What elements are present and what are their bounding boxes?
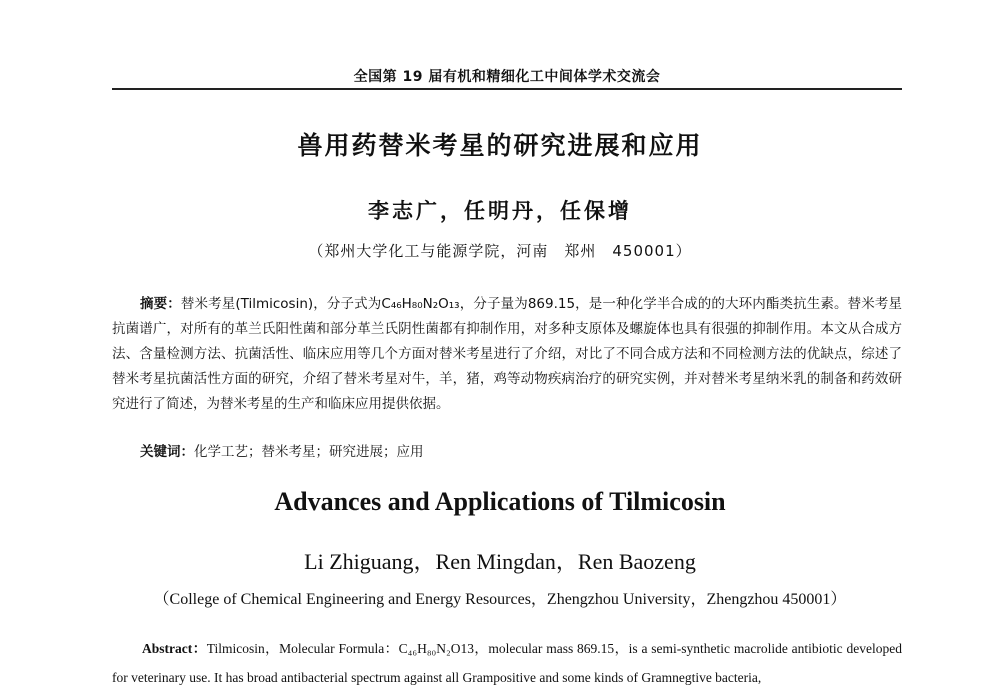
keywords-chinese-text: 化学工艺；替米考星；研究进展；应用 bbox=[194, 444, 424, 460]
title-english: Advances and Applications of Tilmicosin bbox=[274, 487, 726, 516]
header-divider bbox=[112, 88, 902, 90]
affiliation-chinese: （郑州大学化工与能源学院，河南 郑州 450001） bbox=[308, 242, 692, 260]
abstract-english bbox=[112, 634, 902, 692]
keywords-chinese-label: 关键词： bbox=[140, 444, 194, 460]
abstract-english-label: Abstract： bbox=[142, 641, 207, 656]
abstract-chinese bbox=[112, 292, 902, 417]
abstract-chinese-label: 摘要： bbox=[140, 296, 181, 312]
abstract-chinese-text: 替米考星(Tilmicosin)，分子式为C₄₆H₈₀N₂O₁₃，分子量为869.15，是一种化学半合成的的大环内酯类抗生素。替米考星抗菌谱广，对所有的革兰氏阳性菌和部分革兰氏阴性菌都有抑制作用，对多种支原体及螺旋体也具有很强的抑制作用。本文从合成方法、含量检测方法、抗菌活性、临床应用等几个方面对替米考星进行了介绍，对比了不同合成方法和不同检测方法的优缺点，综述了替米考星抗菌活性方面的研究，介绍了替米考星对牛，羊，猪，鸡等动物疾病治疗的研究实例，并对替米考星纳米乳的制备和药效研究进行了简述，为替米考星的生产和临床应用提供依据。 bbox=[112, 296, 902, 412]
abstract-english-text: Tilmicosin，Molecular Formula：C₄₆H₈₀N₂O13，molecular mass 869.15，is a semi-synthetic macrolide antibiotic developed for veterinary use. It has broad antibacterial spectrum against all Grampositive and some kinds of Gramnegtive bacteria, bbox=[112, 641, 902, 685]
title-chinese: 兽用药替米考星的研究进展和应用 bbox=[297, 131, 703, 160]
authors-chinese: 李志广，任明丹，任保增 bbox=[368, 199, 632, 223]
conference-header: 全国第 19 届有机和精细化工中间体学术交流会 bbox=[353, 69, 661, 85]
keywords-chinese bbox=[140, 440, 900, 460]
affiliation-english: （College of Chemical Engineering and Energy Resources，Zhengzhou University，Zhengzhou 450001） bbox=[153, 591, 847, 608]
authors-english: Li Zhiguang，Ren Mingdan，Ren Baozeng bbox=[304, 549, 696, 574]
